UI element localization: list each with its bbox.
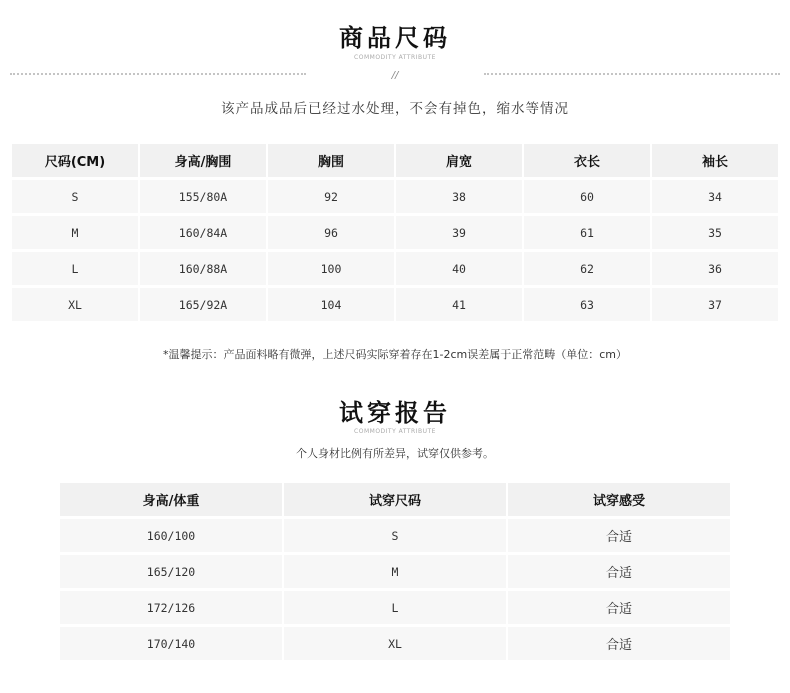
size-section-subtitle: COMMODITY ATTRIBUTE bbox=[354, 54, 436, 61]
size-table-row bbox=[12, 216, 778, 249]
size-table-header: 衣长 bbox=[524, 144, 650, 177]
size-table-cell: 160/84A bbox=[140, 216, 266, 249]
size-table-cell: 104 bbox=[268, 288, 394, 321]
fit-table-row bbox=[60, 555, 730, 588]
size-table-cell: L bbox=[12, 252, 138, 285]
size-table-cell: 37 bbox=[652, 288, 778, 321]
fit-table-cell: 160/100 bbox=[60, 519, 282, 552]
fit-table-row bbox=[60, 591, 730, 624]
fit-table-header: 身高/体重 bbox=[60, 483, 282, 516]
size-table-header: 身高/胸围 bbox=[140, 144, 266, 177]
size-table-cell: 36 bbox=[652, 252, 778, 285]
fit-table-header: 试穿感受 bbox=[508, 483, 730, 516]
fit-table-cell: 合适 bbox=[508, 519, 730, 552]
size-table-cell: 34 bbox=[652, 180, 778, 213]
size-table-header: 尺码(CM) bbox=[12, 144, 138, 177]
fit-table-cell: L bbox=[284, 591, 506, 624]
size-table-cell: 40 bbox=[396, 252, 522, 285]
size-section-note: 该产品成品后已经过水处理，不会有掉色，缩水等情况 bbox=[221, 101, 569, 117]
fit-table bbox=[58, 480, 732, 663]
fit-table-cell: S bbox=[284, 519, 506, 552]
size-table-cell: 155/80A bbox=[140, 180, 266, 213]
size-table-cell: 35 bbox=[652, 216, 778, 249]
size-table-cell: 38 bbox=[396, 180, 522, 213]
fit-table-cell: XL bbox=[284, 627, 506, 660]
size-table-cell: 39 bbox=[396, 216, 522, 249]
size-table-cell: 160/88A bbox=[140, 252, 266, 285]
fit-table-cell: 合适 bbox=[508, 591, 730, 624]
size-table-cell: 96 bbox=[268, 216, 394, 249]
fit-table-cell: 合适 bbox=[508, 627, 730, 660]
size-table bbox=[10, 141, 780, 324]
fit-table-row bbox=[60, 519, 730, 552]
size-table-cell: 60 bbox=[524, 180, 650, 213]
fit-table-cell: 172/126 bbox=[60, 591, 282, 624]
size-table-cell: 165/92A bbox=[140, 288, 266, 321]
size-table-header: 肩宽 bbox=[396, 144, 522, 177]
size-table-cell: 100 bbox=[268, 252, 394, 285]
size-table-cell: 41 bbox=[396, 288, 522, 321]
fit-section-title: 试穿报告 bbox=[339, 398, 451, 427]
size-tip: *温馨提示：产品面料略有微弹，上述尺码实际穿着存在1-2cm误差属于正常范畴（单位：cm） bbox=[163, 348, 627, 361]
size-table-cell: 62 bbox=[524, 252, 650, 285]
size-table-cell: M bbox=[12, 216, 138, 249]
fit-table-cell: 170/140 bbox=[60, 627, 282, 660]
size-table-header-row bbox=[12, 144, 778, 177]
size-table-cell: 63 bbox=[524, 288, 650, 321]
size-section-title: 商品尺码 bbox=[339, 23, 451, 52]
size-table-cell: 92 bbox=[268, 180, 394, 213]
size-table-header: 袖长 bbox=[652, 144, 778, 177]
fit-table-header-row bbox=[60, 483, 730, 516]
size-table-cell: XL bbox=[12, 288, 138, 321]
fit-section-note: 个人身材比例有所差异，试穿仅供参考。 bbox=[296, 447, 494, 460]
size-table-cell: S bbox=[12, 180, 138, 213]
fit-table-cell: M bbox=[284, 555, 506, 588]
fit-table-row bbox=[60, 627, 730, 660]
fit-table-header: 试穿尺码 bbox=[284, 483, 506, 516]
fit-section-subtitle: COMMODITY ATTRIBUTE bbox=[354, 428, 436, 435]
fit-table-cell: 165/120 bbox=[60, 555, 282, 588]
size-table-cell: 61 bbox=[524, 216, 650, 249]
size-table-row bbox=[12, 288, 778, 321]
divider-slashes: // bbox=[391, 70, 399, 81]
size-table-row bbox=[12, 180, 778, 213]
size-table-header: 胸围 bbox=[268, 144, 394, 177]
size-table-row bbox=[12, 252, 778, 285]
fit-table-cell: 合适 bbox=[508, 555, 730, 588]
